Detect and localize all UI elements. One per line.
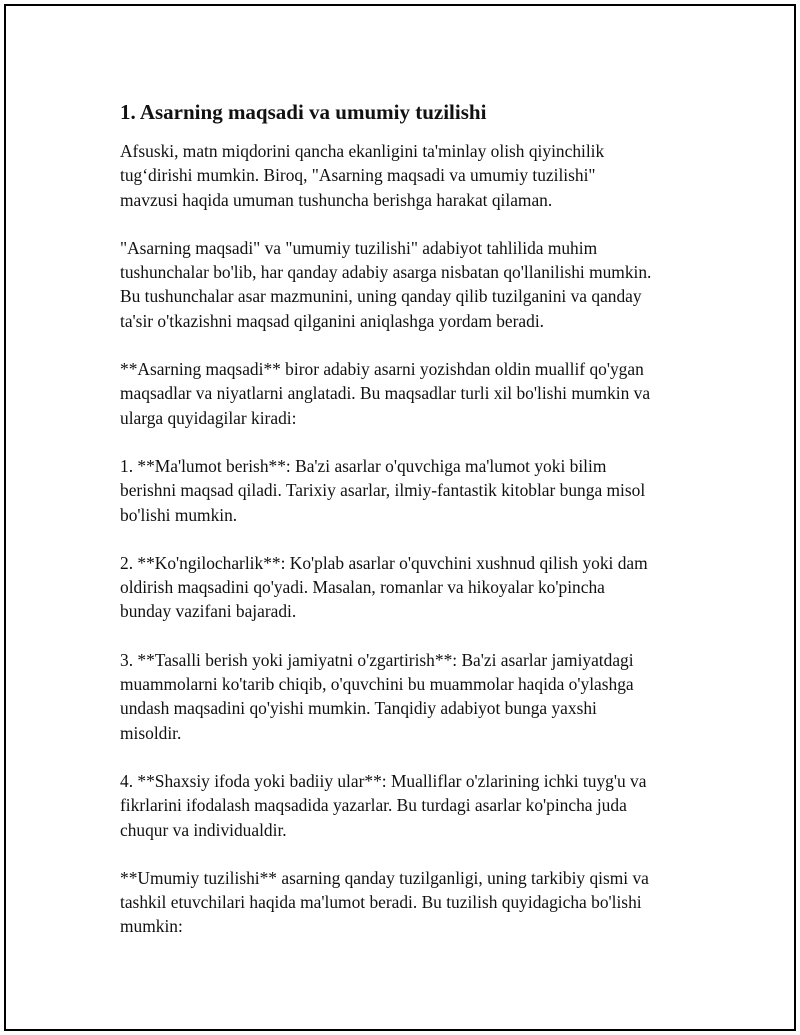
list-item-2: 2. **Ko'ngilocharlik**: Ko'plab asarlar o'quvchini xushnud qilish yoki dam oldirish maqsadini qo'yadi. Masalan, romanlar va hikoyalar ko'pincha bunday vazifani bajaradi. (120, 552, 648, 622)
paragraph-purpose: **Asarning maqsadi** biror adabiy asarni yozishdan oldin muallif qo'ygan maqsadlar va niyatlarni anglatadi. Bu maqsadlar turli xil bo'lishi mumkin va ularga quyidagilar kiradi: (120, 359, 651, 428)
document-page (4, 4, 796, 1031)
document-body (120, 98, 700, 963)
paragraph-structure: **Umumiy tuzilishi** asarning qanday tuzilganligi, uning tarkibiy qismi va tashkil etuvchilari haqida ma'lumot beradi. Bu tuzilish quyidagicha bo'lishi mumkin: (120, 867, 649, 937)
paragraph-concepts: "Asarning maqsadi" va "umumiy tuzilishi" adabiyot tahlilida muhim tushunchalar bo'lib, har qanday adabiy asarga nisbatan qo'llanilishi mumkin. Bu tushunchalar asar mazmunini, uning qanday qilib tuzilganini va qanday ta'sir o'tkazishni maqsad qilganini aniqlashga yordam beradi. (120, 237, 652, 331)
section-heading: 1. Asarning maqsadi va umumiy tuzilishi (120, 100, 487, 124)
list-item-3: 3. **Tasalli berish yoki jamiyatni o'zgartirish**: Ba'zi asarlar jamiyatdagi muammolarni ko'tarib chiqib, o'quvchini bu muammolar haqida o'ylashga undash maqsadini qo'yishi mumkin. Tanqidiy adabiyot bunga yaxshi misoldir. (120, 649, 634, 743)
list-item-1: 1. **Ma'lumot berish**: Ba'zi asarlar o'quvchiga ma'lumot yoki bilim berishni maqsad qiladi. Tarixiy asarlar, ilmiy-fantastik kitoblar bunga misol bo'lishi mumkin. (120, 455, 646, 525)
list-item-4: 4. **Shaxsiy ifoda yoki badiiy ular**: Mualliflar o'zlarining ichki tuyg'u va fikrlarini ifodalash maqsadida yazarlar. Bu turdagi asarlar ko'pincha juda chuqur va individualdir. (120, 770, 647, 840)
paragraph-intro: Afsuski, matn miqdorini qancha ekanligini ta'minlay olish qiyinchilik tug‘dirishi mumkin. Biroq, "Asarning maqsadi va umumiy tuzilishi" mavzusi haqida umuman tushuncha berishga harakat qilaman. (120, 141, 605, 210)
